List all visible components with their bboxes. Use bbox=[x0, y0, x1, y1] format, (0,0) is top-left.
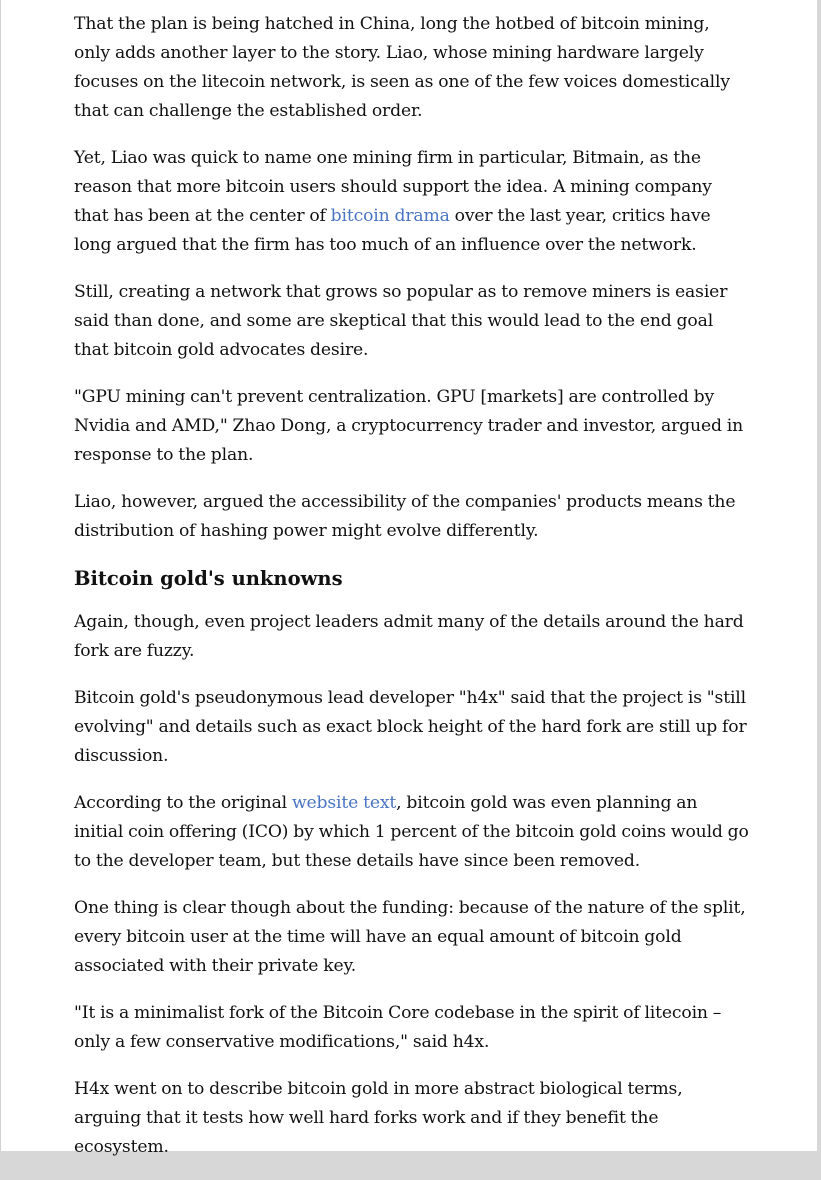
paragraph-funding: One thing is clear though about the funding: because of the nature of the split, every bitcoin user at the time will have an equal amount of bitcoin gold associated with their private key. bbox=[74, 898, 746, 976]
paragraph-text: According to the original bbox=[74, 793, 292, 813]
paragraph-text: , bitcoin gold was even planning an initial coin offering (ICO) by which 1 percent of the bitcoin gold coins would go to the developer team, but these details have since been removed. bbox=[74, 793, 749, 871]
paragraph-fuzzy-details: Again, though, even project leaders admit many of the details around the hard fork are fuzzy. bbox=[74, 612, 744, 661]
paragraph-gpu-quote: "GPU mining can't prevent centralization. GPU [markets] are controlled by Nvidia and AMD," Zhao Dong, a cryptocurrency trader and investor, argued in response to the plan. bbox=[74, 387, 744, 465]
paragraph-h4x-evolving: Bitcoin gold's pseudonymous lead developer "h4x" said that the project is "still evolving" and details such as exact block height of the hard fork are still up for discussion. bbox=[74, 688, 747, 766]
website-text-link[interactable]: website text bbox=[291, 793, 397, 813]
bitcoin-drama-link[interactable]: bitcoin drama bbox=[330, 206, 450, 226]
paragraph-ico bbox=[74, 789, 749, 876]
article-body bbox=[74, 10, 749, 1180]
paragraph-text: over the last year, critics have long argued that the firm has too much of an influence over the network. bbox=[74, 206, 711, 255]
paragraph-text: Yet, Liao was quick to name one mining firm in particular, Bitmain, as the reason that more bitcoin users should support the idea. A mining company that has been at the center of bbox=[74, 148, 712, 226]
paragraph-skeptical: Still, creating a network that grows so popular as to remove miners is easier said than done, and some are skeptical that this would lead to the end goal that bitcoin gold advocates desire. bbox=[74, 282, 728, 360]
section-heading: Bitcoin gold's unknowns bbox=[74, 567, 343, 590]
paragraph-biological-terms: H4x went on to describe bitcoin gold in more abstract biological terms, arguing that it tests how well hard forks work and if they benefit the ecosystem. bbox=[74, 1079, 683, 1157]
paragraph-china-hotbed: That the plan is being hatched in China, long the hotbed of bitcoin mining, only adds another layer to the story. Liao, whose mining hardware largely focuses on the litecoin network, is seen as one of the few voices domestically that can challenge the established order. bbox=[74, 14, 730, 121]
paragraph-minimalist-quote: "It is a minimalist fork of the Bitcoin Core codebase in the spirit of litecoin – only a few conservative modifications," said h4x. bbox=[74, 1003, 722, 1052]
paragraph-liao-accessibility: Liao, however, argued the accessibility of the companies' products means the distribution of hashing power might evolve differently. bbox=[74, 492, 736, 541]
paragraph-bitmain bbox=[74, 144, 749, 260]
